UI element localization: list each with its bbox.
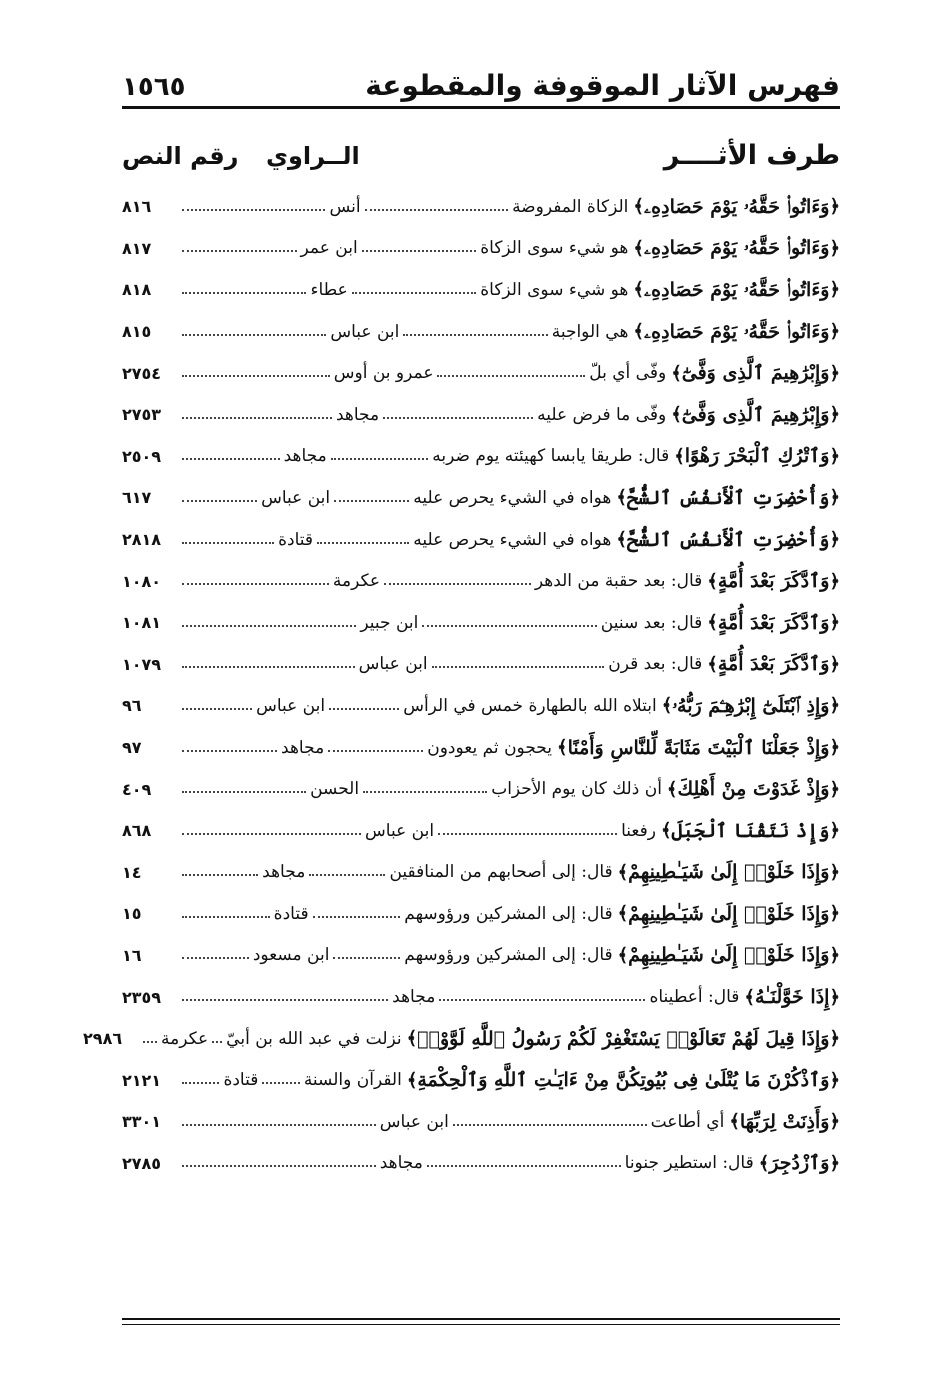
ornate-bracket-close: ﴾ — [660, 820, 672, 842]
index-row — [122, 727, 840, 769]
athar-context: هواه في الشيء يحرص عليه — [413, 529, 612, 550]
ornate-bracket-close: ﴾ — [633, 196, 644, 218]
quran-phrase: وَٱزْدُجِرَ — [769, 1152, 830, 1175]
narrator: أنس — [329, 196, 361, 217]
ornate-bracket-close: ﴾ — [758, 1152, 770, 1174]
narrator: قتادة — [278, 529, 314, 550]
athar-context: يحجون ثم يعودون — [427, 737, 553, 758]
dot-leader — [362, 250, 477, 252]
index-row — [122, 269, 840, 311]
index-list — [83, 186, 840, 1184]
dot-leader — [333, 957, 400, 959]
quran-phrase: وَإِذَا قِيلَ لَهُمْ تَعَالَوْا۟ يَسْتَغْفِرْ لَكُمْ رَسُولُ ٱللَّهِ لَوَّوْا۟ — [417, 1027, 830, 1050]
dot-leader — [439, 999, 645, 1001]
dot-leader — [182, 458, 280, 460]
dot-leader — [313, 916, 401, 918]
athar-context: القرآن والسنة — [303, 1070, 402, 1091]
quran-phrase: وَأَذِنَتْ لِرَبِّهَا — [739, 1110, 830, 1133]
index-row — [122, 893, 840, 935]
dot-leader — [363, 791, 487, 793]
quran-phrase: وَأُحْضِرَتِ ٱلْأَنفُسُ ٱلشُّحَّ — [626, 486, 830, 509]
athar-context: قال: طريقا يابسا كهيئته يوم ضربه — [432, 446, 670, 467]
column-header-number: رقم النص — [122, 142, 239, 170]
athar-context: وفّى ما فرض عليه — [537, 404, 667, 425]
dot-leader — [403, 334, 547, 336]
athar-context: ابتلاه الله بالطهارة خمس في الرأس — [403, 695, 657, 716]
quran-phrase: وَإِذْ جَعَلْنَا ٱلْبَيْتَ مَثَابَةً لِّلنَّاسِ وَأَمْنًا — [567, 736, 830, 759]
athar-context: هو شيء سوى الزكاة — [480, 279, 629, 300]
athar-text — [601, 612, 840, 634]
ornate-bracket-close: ﴾ — [617, 861, 629, 883]
ornate-bracket-close: ﴾ — [707, 612, 718, 634]
dot-leader — [182, 1124, 376, 1126]
narrator: عكرمة — [161, 1028, 209, 1049]
athar-text — [389, 861, 840, 883]
ornate-bracket-open: ﴿ — [829, 737, 840, 759]
ornate-bracket-close: ﴾ — [744, 986, 755, 1008]
ornate-bracket-close: ﴾ — [616, 529, 627, 551]
dot-leader — [182, 583, 329, 585]
ornate-bracket-close: ﴾ — [671, 362, 682, 384]
ornate-bracket-open: ﴿ — [829, 196, 840, 218]
column-header-athar: طرف الأثــــر — [663, 140, 840, 171]
dot-leader — [182, 833, 361, 835]
ornate-bracket-open: ﴿ — [829, 861, 840, 883]
athar-context: قال: بعد سنين — [600, 612, 703, 633]
footer-rule — [122, 1318, 840, 1320]
dot-leader — [182, 500, 257, 502]
athar-text — [491, 778, 840, 800]
text-number: ٣٣٠١ — [122, 1112, 162, 1132]
athar-text — [427, 737, 840, 759]
ornate-bracket-close: ﴾ — [707, 653, 718, 675]
ornate-bracket-close: ﴾ — [674, 445, 685, 467]
dot-leader — [182, 375, 330, 377]
footer-rule-thin — [122, 1324, 840, 1325]
narrator: ابن عباس — [358, 654, 428, 675]
narrator: مجاهد — [392, 987, 436, 1008]
ornate-bracket-close: ﴾ — [729, 1111, 740, 1133]
athar-text — [621, 820, 840, 842]
ornate-bracket-open: ﴿ — [829, 237, 840, 259]
dot-leader — [365, 209, 508, 211]
athar-text — [625, 1152, 840, 1174]
running-head — [122, 62, 840, 102]
narrator: ابن عمر — [300, 238, 358, 259]
index-row — [122, 228, 840, 270]
athar-text — [651, 1111, 840, 1133]
athar-text — [413, 529, 840, 551]
narrator: مجاهد — [281, 737, 325, 758]
quran-phrase: وَٱذْكُرْنَ مَا يُتْلَىٰ فِى بُيُوتِكُنَّ مِنْ ءَايَـٰتِ ٱللَّهِ وَٱلْحِكْمَةِ — [417, 1069, 830, 1092]
dot-leader — [453, 1124, 647, 1126]
text-number: ٨١٥ — [122, 322, 152, 342]
dot-leader — [182, 708, 252, 710]
text-number: ٦١٧ — [121, 488, 152, 508]
ornate-bracket-open: ﴿ — [829, 279, 840, 301]
dot-leader — [182, 334, 326, 336]
narrator: ابن مسعود — [252, 945, 330, 966]
text-number: ٢٧٥٣ — [121, 405, 162, 425]
text-number: ١٤ — [122, 862, 142, 882]
ornate-bracket-close: ﴾ — [661, 695, 673, 717]
header-rule — [122, 106, 840, 109]
ornate-bracket-close: ﴾ — [633, 279, 644, 301]
dot-leader — [383, 417, 533, 419]
athar-text — [480, 279, 840, 301]
ornate-bracket-close: ﴾ — [671, 404, 682, 426]
dot-leader — [328, 750, 423, 752]
index-row — [122, 976, 840, 1018]
text-number: ٢١٢١ — [121, 1070, 162, 1090]
dot-leader — [384, 583, 531, 585]
athar-text — [512, 196, 840, 218]
athar-context: قال: بعد حقبة من الدهر — [534, 571, 703, 592]
index-row — [122, 560, 840, 602]
narrator: قتادة — [223, 1070, 259, 1091]
quran-phrase: وَٱدَّكَرَ بَعْدَ أُمَّةٍ — [717, 611, 830, 634]
dot-leader — [182, 750, 277, 752]
ornate-bracket-open: ﴿ — [829, 612, 840, 634]
index-row — [122, 1143, 840, 1185]
narrator: ابن عباس — [379, 1111, 449, 1132]
page-number: ١٥٦٥ — [122, 72, 186, 102]
narrator: الحسن — [310, 779, 360, 800]
dot-leader — [182, 1165, 376, 1167]
narrator: مجاهد — [262, 862, 306, 883]
ornate-bracket-close: ﴾ — [707, 570, 718, 592]
narrator: قتادة — [273, 903, 309, 924]
index-row — [122, 477, 840, 519]
dot-leader — [317, 542, 409, 544]
ornate-bracket-open: ﴿ — [829, 445, 840, 467]
ornate-bracket-close: ﴾ — [633, 321, 644, 343]
dot-leader — [182, 542, 274, 544]
athar-context: قال: إلى المشركين ورؤوسهم — [404, 903, 613, 924]
ornate-bracket-open: ﴿ — [829, 695, 840, 717]
ornate-bracket-close: ﴾ — [633, 237, 644, 259]
text-number: ١٦ — [122, 945, 142, 965]
index-row — [122, 519, 840, 561]
athar-text — [404, 903, 840, 925]
text-number: ٢٥٠٩ — [122, 446, 162, 466]
quran-phrase: إِذَا خَوَّلْنَـٰهُ — [754, 986, 830, 1009]
ornate-bracket-close: ﴾ — [666, 778, 678, 800]
index-row — [122, 852, 840, 894]
athar-context: هو شيء سوى الزكاة — [480, 238, 629, 259]
dot-leader — [422, 625, 596, 627]
ornate-bracket-open: ﴿ — [829, 404, 840, 426]
dot-leader — [432, 666, 605, 668]
dot-leader — [182, 916, 270, 918]
narrator: ابن جبير — [360, 612, 419, 633]
text-number: ٨١٦ — [121, 197, 152, 217]
quran-phrase: وَإِذْ نَتَقْنَا ٱلْجَبَلَ — [671, 819, 830, 842]
text-number: ٢٩٨٦ — [83, 1029, 123, 1049]
text-number: ٨٦٨ — [122, 821, 152, 841]
quran-phrase: وَإِذَا خَلَوْا۟ إِلَىٰ شَيَـٰطِينِهِمْ — [628, 944, 830, 967]
narrator: عكرمة — [332, 571, 380, 592]
index-row — [122, 685, 840, 727]
athar-text — [413, 487, 840, 509]
quran-phrase: وَٱتْرُكِ ٱلْبَحْرَ رَهْوًا — [684, 445, 830, 468]
index-row — [122, 352, 840, 394]
quran-phrase: وَءَاتُوا۟ حَقَّهُۥ يَوْمَ حَصَادِهِۦ — [643, 237, 830, 260]
index-row — [122, 810, 840, 852]
text-number: ١٥ — [121, 904, 142, 924]
index-row — [122, 1059, 840, 1101]
dot-leader — [309, 874, 385, 876]
text-number: ١٠٨٠ — [122, 571, 162, 591]
athar-context: هواه في الشيء يحرص عليه — [413, 487, 612, 508]
dot-leader — [212, 1041, 222, 1043]
athar-context: قال: إلى أصحابهم من المنافقين — [389, 862, 613, 883]
athar-context: رفعنا — [621, 820, 656, 841]
dot-leader — [182, 250, 297, 252]
ornate-bracket-open: ﴿ — [829, 653, 840, 675]
ornate-bracket-open: ﴿ — [829, 986, 840, 1008]
athar-context: قال: بعد قرن — [608, 654, 703, 675]
athar-context: هي الواجبة — [551, 321, 629, 342]
dot-leader — [352, 292, 476, 294]
ornate-bracket-open: ﴿ — [829, 1152, 840, 1174]
ornate-bracket-open: ﴿ — [829, 362, 840, 384]
ornate-bracket-close: ﴾ — [406, 1069, 418, 1091]
ornate-bracket-close: ﴾ — [557, 737, 568, 759]
athar-context: قال: استطير جنونا — [624, 1153, 754, 1174]
narrator: عمرو بن أوس — [333, 363, 434, 384]
athar-context: قال: أعطيناه — [649, 987, 740, 1008]
quran-phrase: وَإِذْ غَدَوْتَ مِنْ أَهْلِكَ — [677, 778, 830, 801]
text-number: ٢٣٥٩ — [122, 987, 162, 1007]
index-row — [122, 311, 840, 353]
dot-leader — [182, 1082, 219, 1084]
index-row — [122, 436, 840, 478]
ornate-bracket-open: ﴿ — [829, 1111, 840, 1133]
page-title: فهرس الآثار الموقوفة والمقطوعة — [365, 69, 840, 102]
athar-text — [552, 321, 840, 343]
quran-phrase: وَإِبْرَٰهِيمَ ٱلَّذِى وَفَّىٰٓ — [681, 403, 830, 426]
narrator: ابن عباس — [330, 321, 400, 342]
text-number: ٢٧٨٥ — [121, 1153, 162, 1173]
column-headers — [122, 140, 840, 180]
index-row — [122, 768, 840, 810]
dot-leader — [331, 458, 429, 460]
ornate-bracket-close: ﴾ — [406, 1028, 418, 1050]
ornate-bracket-close: ﴾ — [617, 903, 629, 925]
athar-text — [304, 1069, 840, 1091]
ornate-bracket-close: ﴾ — [617, 944, 629, 966]
quran-phrase: وَٱدَّكَرَ بَعْدَ أُمَّةٍ — [717, 570, 830, 593]
quran-phrase: وَءَاتُوا۟ حَقَّهُۥ يَوْمَ حَصَادِهِۦ — [643, 278, 830, 301]
athar-text — [537, 404, 840, 426]
narrator: مجاهد — [335, 404, 380, 425]
index-row — [122, 394, 840, 436]
athar-context: أن ذلك كان يوم الأحزاب — [491, 779, 662, 800]
index-row — [122, 186, 840, 228]
narrator: ابن عباس — [365, 820, 435, 841]
athar-text — [480, 237, 840, 259]
athar-context: أي أطاعت — [650, 1111, 725, 1132]
quran-phrase: وَءَاتُوا۟ حَقَّهُۥ يَوْمَ حَصَادِهِۦ — [643, 320, 830, 343]
text-number: ٢٨١٨ — [121, 530, 162, 550]
athar-context: نزلت في عبد الله بن أبيّ — [226, 1028, 402, 1049]
dot-leader — [182, 791, 306, 793]
dot-leader — [182, 957, 249, 959]
text-number: ٩٧ — [121, 738, 142, 758]
quran-phrase: وَأُحْضِرَتِ ٱلْأَنفُسُ ٱلشُّحَّ — [626, 528, 830, 551]
athar-text — [403, 695, 840, 717]
athar-context: وفّى أي بلّ — [589, 363, 667, 384]
dot-leader — [182, 999, 388, 1001]
quran-phrase: وَإِبْرَٰهِيمَ ٱلَّذِى وَفَّىٰٓ — [681, 362, 830, 385]
narrator: عطاء — [310, 279, 348, 300]
dot-leader — [182, 209, 325, 211]
text-number: ١٠٧٩ — [121, 654, 162, 674]
dot-leader — [143, 1041, 157, 1043]
athar-text — [649, 986, 840, 1008]
athar-text — [535, 570, 840, 592]
quran-phrase: وَءَاتُوا۟ حَقَّهُۥ يَوْمَ حَصَادِهِۦ — [643, 195, 830, 218]
ornate-bracket-open: ﴿ — [829, 778, 840, 800]
ornate-bracket-open: ﴿ — [829, 903, 840, 925]
index-row — [83, 1018, 840, 1060]
dot-leader — [437, 375, 585, 377]
athar-text — [226, 1028, 840, 1050]
narrator: مجاهد — [379, 1153, 423, 1174]
quran-phrase: وَٱدَّكَرَ بَعْدَ أُمَّةٍ — [717, 653, 830, 676]
dot-leader — [334, 500, 409, 502]
index-row — [122, 644, 840, 686]
index-row — [122, 602, 840, 644]
dot-leader — [427, 1165, 621, 1167]
ornate-bracket-open: ﴿ — [829, 944, 840, 966]
athar-text — [608, 653, 840, 675]
index-row — [122, 1101, 840, 1143]
athar-text — [432, 445, 840, 467]
text-number: ٤٠٩ — [121, 779, 152, 799]
quran-phrase: وَإِذِ ٱبْتَلَىٰٓ إِبْرَٰهِـۧمَ رَبُّهُۥ — [672, 694, 830, 717]
text-number: ٨١٧ — [121, 238, 152, 258]
quran-phrase: وَإِذَا خَلَوْا۟ إِلَىٰ شَيَـٰطِينِهِمْ — [628, 902, 830, 925]
athar-text — [404, 944, 840, 966]
narrator: مجاهد — [283, 446, 327, 467]
ornate-bracket-open: ﴿ — [829, 529, 840, 551]
text-number: ٨١٨ — [122, 280, 152, 300]
ornate-bracket-open: ﴿ — [829, 820, 840, 842]
narrator: ابن عباس — [261, 487, 331, 508]
quran-phrase: وَإِذَا خَلَوْا۟ إِلَىٰ شَيَـٰطِينِهِمْ — [628, 861, 830, 884]
dot-leader — [182, 417, 332, 419]
ornate-bracket-open: ﴿ — [829, 1028, 840, 1050]
dot-leader — [182, 666, 355, 668]
ornate-bracket-open: ﴿ — [829, 487, 840, 509]
ornate-bracket-open: ﴿ — [829, 321, 840, 343]
text-number: ٢٧٥٤ — [122, 363, 162, 383]
dot-leader — [262, 1082, 299, 1084]
ornate-bracket-open: ﴿ — [829, 570, 840, 592]
text-number: ٩٦ — [121, 696, 142, 716]
dot-leader — [438, 833, 617, 835]
index-row — [122, 935, 840, 977]
text-number: ١٠٨١ — [122, 613, 162, 633]
dot-leader — [182, 292, 306, 294]
athar-context: الزكاة المفروضة — [512, 196, 629, 217]
dot-leader — [182, 874, 258, 876]
dot-leader — [329, 708, 399, 710]
athar-context: قال: إلى المشركين ورؤوسهم — [404, 945, 613, 966]
ornate-bracket-close: ﴾ — [616, 487, 627, 509]
dot-leader — [182, 625, 356, 627]
ornate-bracket-open: ﴿ — [829, 1069, 840, 1091]
athar-text — [589, 362, 840, 384]
narrator: ابن عباس — [256, 695, 326, 716]
column-header-narrator: الــراوي — [266, 142, 360, 170]
